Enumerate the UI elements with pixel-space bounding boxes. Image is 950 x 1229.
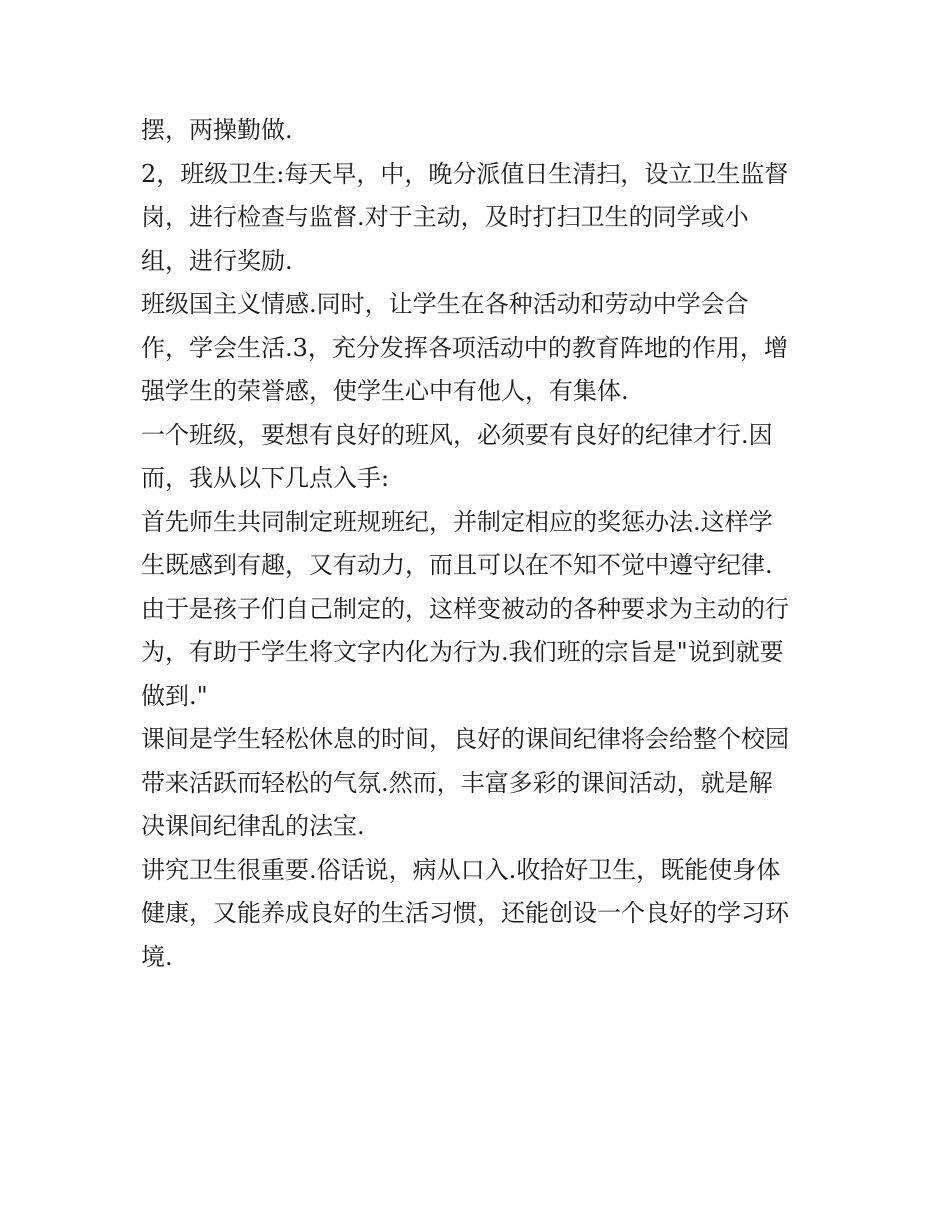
document-body	[141, 109, 821, 979]
text-line: 一个班级，要想有良好的班风，必须要有良好的纪律才行.因	[141, 420, 773, 449]
text-line: 讲究卫生很重要.俗话说，病从口入.收拾好卫生，既能使身体	[141, 855, 781, 884]
text-line: 强学生的荣誉感，使学生心中有他人，有集体.	[141, 377, 629, 405]
text-line: 课间是学生轻松休息的时间，良好的课间纪律将会给整个校园	[141, 725, 789, 753]
text-line: 班级国主义情感.同时，让学生在各种活动和劳动中学会合	[141, 290, 749, 318]
text-line: 生既感到有趣，又有动力，而且可以在不知不觉中遵守纪律.	[141, 551, 773, 579]
text-line: 健康，又能养成良好的生活习惯，还能创设一个良好的学习环	[141, 899, 789, 927]
text-line: 作，学会生活.3，充分发挥各项活动中的教育阵地的作用，增	[141, 333, 788, 362]
text-line: 岗，进行检查与监督.对于主动，及时打扫卫生的同学或小	[141, 203, 749, 231]
text-line: 由于是孩子们自己制定的，这样变被动的各种要求为主动的行	[141, 594, 789, 623]
text-line: 带来活跃而轻松的气氛.然而，丰富多彩的课间活动，就是解	[141, 768, 773, 797]
text-line: 组，进行奖励.	[141, 246, 293, 275]
text-line: 做到."	[141, 681, 208, 710]
text-line: 2，班级卫生:每天早，中，晚分派值日生清扫，设立卫生监督	[141, 159, 789, 188]
text-line: 而，我从以下几点入手:	[141, 464, 390, 492]
text-line: 决课间纪律乱的法宝.	[141, 812, 365, 840]
text-line: 为，有助于学生将文字内化为行为.我们班的宗旨是"说到就要	[141, 638, 784, 666]
text-line: 首先师生共同制定班规班纪，并制定相应的奖惩办法.这样学	[141, 507, 773, 536]
text-line: 境.	[141, 942, 173, 971]
text-line: 摆，两操勤做.	[141, 116, 293, 144]
